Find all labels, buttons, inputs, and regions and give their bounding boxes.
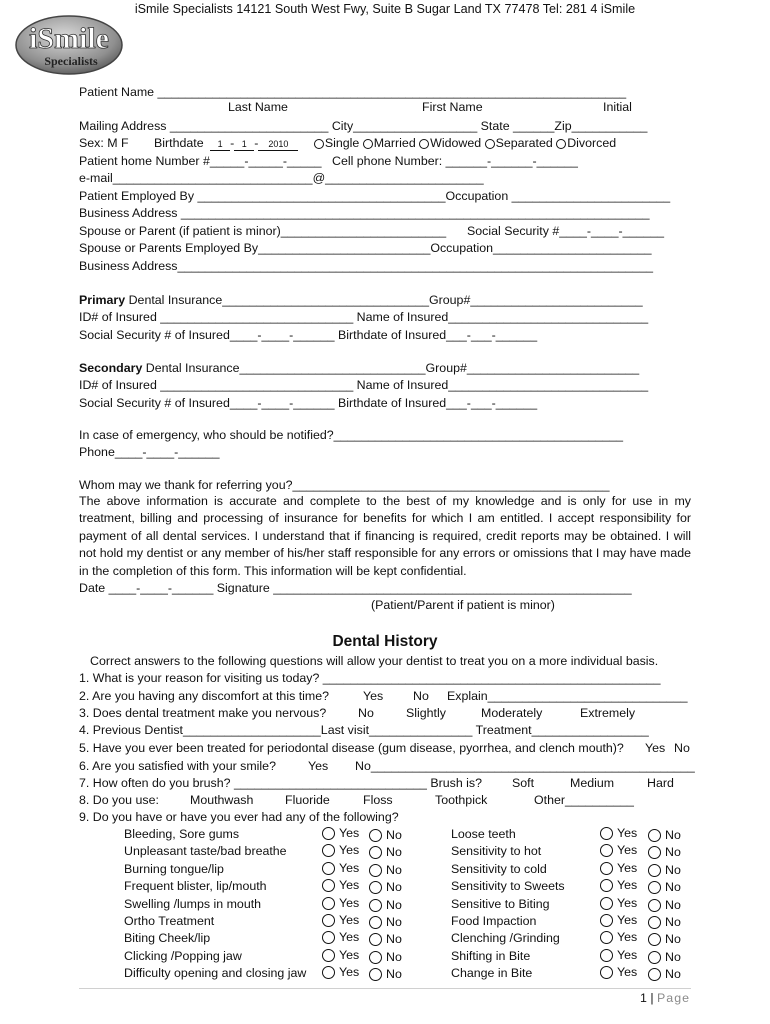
q6-label: 6. Are you satisfied with your smile?: [79, 759, 276, 773]
cell-phone-field[interactable]: Cell phone Number: ______-______-______: [332, 154, 578, 168]
q2-explain-field[interactable]: Explain_____________________________: [447, 689, 688, 703]
condition-no-option[interactable]: No: [648, 915, 681, 929]
condition-yes-option[interactable]: Yes: [322, 896, 359, 910]
consent-statement: The above information is accurate and complete to the best of my knowledge and is only for use in my treatment, billing and processing of insurance for benefits for which I am entitled. I accept responsibility for payment of all dental services. I understand that if financing is required, credit reports may be obtained. I will not hold my dentist or any member of his/her staff responsible for any errors or omissions that I may have made in the completion of this form. This information will be kept confidential.: [79, 494, 691, 578]
radio-icon[interactable]: [648, 899, 661, 912]
secondary-insured-id-field[interactable]: ID# of Insured ____________________________ Name of Insured_____________________________: [79, 378, 649, 392]
birthdate-label: Birthdate: [154, 136, 204, 150]
condition-no-option[interactable]: No: [648, 845, 681, 859]
radio-icon[interactable]: [648, 951, 661, 964]
radio-icon[interactable]: [314, 139, 324, 149]
q8-option-floss[interactable]: Floss: [363, 793, 393, 807]
q2-yes-option[interactable]: Yes: [363, 689, 384, 703]
radio-icon[interactable]: [600, 827, 613, 840]
q8-option-toothpick[interactable]: Toothpick: [435, 793, 488, 807]
q5-row: [79, 740, 699, 757]
radio-icon[interactable]: [322, 966, 335, 979]
q5-label: 5. Have you ever been treated for periodontal disease (gum disease, pyorrhea, and clench mouth)?: [79, 741, 624, 755]
condition-no-option[interactable]: No: [648, 967, 681, 981]
radio-icon[interactable]: [369, 951, 382, 964]
condition-no-option[interactable]: No: [369, 932, 402, 946]
radio-icon[interactable]: [322, 931, 335, 944]
condition-label: Frequent blister, lip/mouth: [124, 879, 267, 894]
radio-icon[interactable]: [556, 139, 566, 149]
q8-option-fluoride[interactable]: Fluoride: [285, 793, 330, 807]
radio-icon[interactable]: [648, 881, 661, 894]
radio-icon[interactable]: [600, 862, 613, 875]
q4-previous-dentist-field[interactable]: 4. Previous Dentist____________________Last visit_______________ Treatment_________________: [79, 723, 649, 737]
radio-icon[interactable]: [485, 139, 495, 149]
condition-no-option[interactable]: No: [648, 880, 681, 894]
condition-label: Clenching /Grinding: [451, 931, 560, 946]
condition-no-option[interactable]: No: [648, 932, 681, 946]
radio-icon[interactable]: [600, 844, 613, 857]
q8-option-mouthwash[interactable]: Mouthwash: [190, 793, 254, 807]
condition-label: Difficulty opening and closing jaw: [124, 966, 307, 981]
last-name-caption: Last Name: [228, 100, 288, 114]
page-number: 1: [640, 991, 647, 1005]
business-address-field[interactable]: Business Address ____________________________________________________________________: [79, 206, 650, 220]
radio-icon[interactable]: [369, 846, 382, 859]
q6-yes-option[interactable]: Yes: [308, 759, 329, 773]
condition-label: Ortho Treatment: [124, 914, 215, 928]
signature-note: (Patient/Parent if patient is minor): [371, 598, 555, 612]
condition-no-option[interactable]: No: [648, 950, 681, 964]
email-field[interactable]: e-mail_____________________________@_______________________: [79, 171, 484, 185]
svg-text:iSmile: iSmile: [29, 22, 109, 55]
condition-yes-option[interactable]: Yes: [322, 965, 359, 979]
spouse-ssn-field[interactable]: Social Security #____-____-______: [467, 224, 665, 238]
birth-month: 1: [210, 139, 230, 151]
dental-history-title: Dental History: [332, 633, 438, 650]
radio-icon[interactable]: [322, 844, 335, 857]
marital-option-separated[interactable]: Separated: [485, 136, 553, 150]
condition-yes-option[interactable]: Yes: [600, 948, 637, 962]
primary-insured-id-field[interactable]: ID# of Insured ____________________________ Name of Insured_____________________________: [79, 310, 649, 324]
radio-icon[interactable]: [369, 864, 382, 877]
q1-reason-field[interactable]: 1. What is your reason for visiting us today? _________________________________________________: [79, 671, 661, 685]
radio-icon[interactable]: [600, 897, 613, 910]
radio-icon[interactable]: [369, 933, 382, 946]
marital-option-single[interactable]: Single: [314, 136, 359, 150]
q2-label: 2. Are you having any discomfort at this time?: [79, 689, 330, 703]
condition-yes-option[interactable]: Yes: [322, 930, 359, 944]
q6-no-field[interactable]: No_______________________________________________: [355, 759, 695, 773]
radio-icon[interactable]: [648, 829, 661, 842]
q3-row: [79, 705, 699, 722]
condition-no-option[interactable]: No: [369, 880, 402, 894]
spouse-employer-field[interactable]: Spouse or Parents Employed By_________________________Occupation_______________________: [79, 241, 652, 255]
radio-icon[interactable]: [369, 899, 382, 912]
q3-option-no[interactable]: No: [358, 706, 374, 720]
referral-field[interactable]: Whom may we thank for referring you?______________________________________________: [79, 478, 610, 492]
q7-option-hard[interactable]: Hard: [647, 776, 674, 790]
condition-yes-option[interactable]: Yes: [600, 965, 637, 979]
patient-name-field[interactable]: Patient Name ____________________________________________________________________: [79, 85, 627, 99]
radio-icon[interactable]: [648, 916, 661, 929]
condition-yes-option[interactable]: Yes: [322, 843, 359, 857]
marital-option-widowed[interactable]: Widowed: [419, 136, 481, 150]
q3-label: 3. Does dental treatment make you nervous?: [79, 706, 327, 720]
condition-label: Bleeding, Sore gums: [124, 827, 240, 841]
condition-label: Swelling /lumps in mouth: [124, 896, 262, 911]
condition-yes-option[interactable]: Yes: [322, 913, 359, 927]
radio-icon[interactable]: [648, 846, 661, 859]
q9-label: 9. Do you have or have you ever had any of the following?: [79, 810, 399, 824]
radio-icon[interactable]: [648, 968, 661, 981]
secondary-label: Secondary: [79, 361, 143, 375]
q3-option-slightly[interactable]: Slightly: [406, 706, 446, 720]
condition-no-option[interactable]: No: [648, 863, 681, 877]
condition-label: Unpleasant taste/bad breathe: [124, 844, 287, 859]
condition-label: Loose teeth: [451, 827, 516, 841]
condition-yes-option[interactable]: Yes: [322, 861, 359, 875]
condition-no-option[interactable]: No: [369, 950, 402, 964]
q7-option-soft[interactable]: Soft: [512, 776, 535, 790]
spouse-business-field[interactable]: Business Address_____________________________________________________________________: [79, 259, 653, 273]
spouse-row: [79, 223, 665, 239]
ismile-logo: [14, 14, 124, 76]
condition-label: Change in Bite: [451, 966, 533, 981]
initial-caption: Initial: [603, 100, 632, 114]
history-intro: Correct answers to the following questions will allow your dentist to treat you on a more individual basis.: [90, 654, 659, 668]
secondary-insured-ssn-field[interactable]: Social Security # of Insured____-____-______ Birthdate of Insured___-___-______: [79, 396, 538, 410]
svg-text:Specialists: Specialists: [44, 54, 98, 68]
q3-option-moderately[interactable]: Moderately: [481, 706, 543, 720]
emergency-phone-field[interactable]: Phone____-____-______: [79, 445, 220, 459]
q7-row: [79, 775, 699, 792]
condition-yes-option[interactable]: Yes: [600, 861, 637, 875]
condition-yes-option[interactable]: Yes: [322, 948, 359, 962]
condition-yes-option[interactable]: Yes: [600, 913, 637, 927]
q5-no-option[interactable]: No: [674, 741, 690, 755]
condition-no-option[interactable]: No: [369, 898, 402, 912]
radio-icon[interactable]: [322, 879, 335, 892]
condition-yes-option[interactable]: Yes: [600, 930, 637, 944]
radio-icon[interactable]: [322, 949, 335, 962]
q8-option-other[interactable]: Other__________: [534, 793, 634, 807]
phone-row: [79, 153, 578, 169]
birth-day: 1: [234, 139, 254, 151]
condition-no-option[interactable]: No: [369, 845, 402, 859]
primary-insurance-field[interactable]: Primary Dental Insurance______________________________Group#_________________________: [79, 293, 643, 307]
radio-icon[interactable]: [369, 881, 382, 894]
date-signature-field[interactable]: Date ____-____-______ Signature ____________________________________________________: [79, 581, 632, 595]
q7-brush-field[interactable]: 7. How often do you brush? ____________________________ Brush is?: [79, 776, 483, 790]
birthdate-field[interactable]: 1 - 1 - 2010: [210, 135, 298, 151]
radio-icon[interactable]: [600, 879, 613, 892]
spouse-name-field[interactable]: Spouse or Parent (if patient is minor)________________________: [79, 224, 447, 238]
condition-no-option[interactable]: No: [648, 828, 681, 842]
condition-no-option[interactable]: No: [369, 863, 402, 877]
radio-icon[interactable]: [600, 914, 613, 927]
radio-icon[interactable]: [600, 931, 613, 944]
radio-icon[interactable]: [369, 968, 382, 981]
mailing-address-field[interactable]: Mailing Address _______________________ City__________________ State ______Zip___________: [79, 119, 648, 133]
emergency-contact-field[interactable]: In case of emergency, who should be notified?__________________________________________: [79, 428, 624, 442]
employer-field[interactable]: Patient Employed By ____________________________________Occupation _______________________: [79, 189, 671, 203]
radio-icon[interactable]: [369, 829, 382, 842]
condition-label: Sensitivity to Sweets: [451, 879, 565, 894]
marital-option-married[interactable]: Married: [363, 136, 416, 150]
condition-label: Sensitive to Biting: [451, 896, 550, 911]
secondary-insurance-field[interactable]: Secondary Dental Insurance___________________________Group#_________________________: [79, 361, 640, 375]
page-footer: 1 | Page: [640, 991, 690, 1005]
condition-yes-option[interactable]: Yes: [600, 826, 637, 840]
radio-icon[interactable]: [369, 916, 382, 929]
condition-label: Sensitivity to hot: [451, 844, 542, 859]
radio-icon[interactable]: [322, 862, 335, 875]
sex-field[interactable]: Sex: M F: [79, 136, 129, 150]
radio-icon[interactable]: [600, 949, 613, 962]
condition-yes-option[interactable]: Yes: [600, 878, 637, 892]
condition-no-option[interactable]: No: [648, 898, 681, 912]
q5-yes-option[interactable]: Yes: [645, 741, 666, 755]
condition-yes-option[interactable]: Yes: [600, 896, 637, 910]
q8-row: [79, 792, 699, 809]
footer-divider: [79, 988, 691, 989]
condition-label: Food Impaction: [451, 914, 537, 928]
home-phone-field[interactable]: Patient home Number #_____-_____-_____: [79, 154, 322, 168]
condition-label: Biting Cheek/lip: [124, 931, 211, 946]
condition-label: Burning tongue/lip: [124, 861, 224, 876]
radio-icon[interactable]: [600, 966, 613, 979]
radio-icon[interactable]: [322, 897, 335, 910]
clinic-header: iSmile Specialists 14121 South West Fwy, Suite B Sugar Land TX 77478 Tel: 281 4 iSmile: [134, 2, 636, 16]
radio-icon[interactable]: [322, 827, 335, 840]
q8-label: 8. Do you use:: [79, 793, 159, 807]
condition-no-option[interactable]: No: [369, 828, 402, 842]
condition-label: Clicking /Popping jaw: [124, 948, 242, 963]
condition-yes-option[interactable]: Yes: [600, 843, 637, 857]
first-name-caption: First Name: [422, 100, 483, 114]
page-label: Page: [657, 991, 690, 1005]
q2-row: [79, 688, 699, 705]
radio-icon[interactable]: [363, 139, 373, 149]
radio-icon[interactable]: [648, 933, 661, 946]
q6-row: [79, 758, 699, 775]
condition-no-option[interactable]: No: [369, 967, 402, 981]
condition-label: Shifting in Bite: [451, 948, 531, 963]
marital-status: [314, 136, 616, 150]
radio-icon[interactable]: [322, 914, 335, 927]
primary-insured-ssn-field[interactable]: Social Security # of Insured____-____-______ Birthdate of Insured___-___-______: [79, 328, 538, 342]
radio-icon[interactable]: [648, 864, 661, 877]
primary-label: Primary: [79, 293, 126, 307]
birth-year: 2010: [258, 139, 298, 151]
q3-option-extremely[interactable]: Extremely: [580, 706, 636, 720]
condition-no-option[interactable]: No: [369, 915, 402, 929]
condition-yes-option[interactable]: Yes: [322, 878, 359, 892]
condition-yes-option[interactable]: Yes: [322, 826, 359, 840]
q7-option-medium[interactable]: Medium: [570, 776, 615, 790]
condition-label: Sensitivity to cold: [451, 861, 547, 876]
marital-option-divorced[interactable]: Divorced: [556, 136, 616, 150]
sex-birth-marital-row: [79, 135, 616, 151]
radio-icon[interactable]: [419, 139, 429, 149]
q2-no-option[interactable]: No: [413, 689, 429, 703]
